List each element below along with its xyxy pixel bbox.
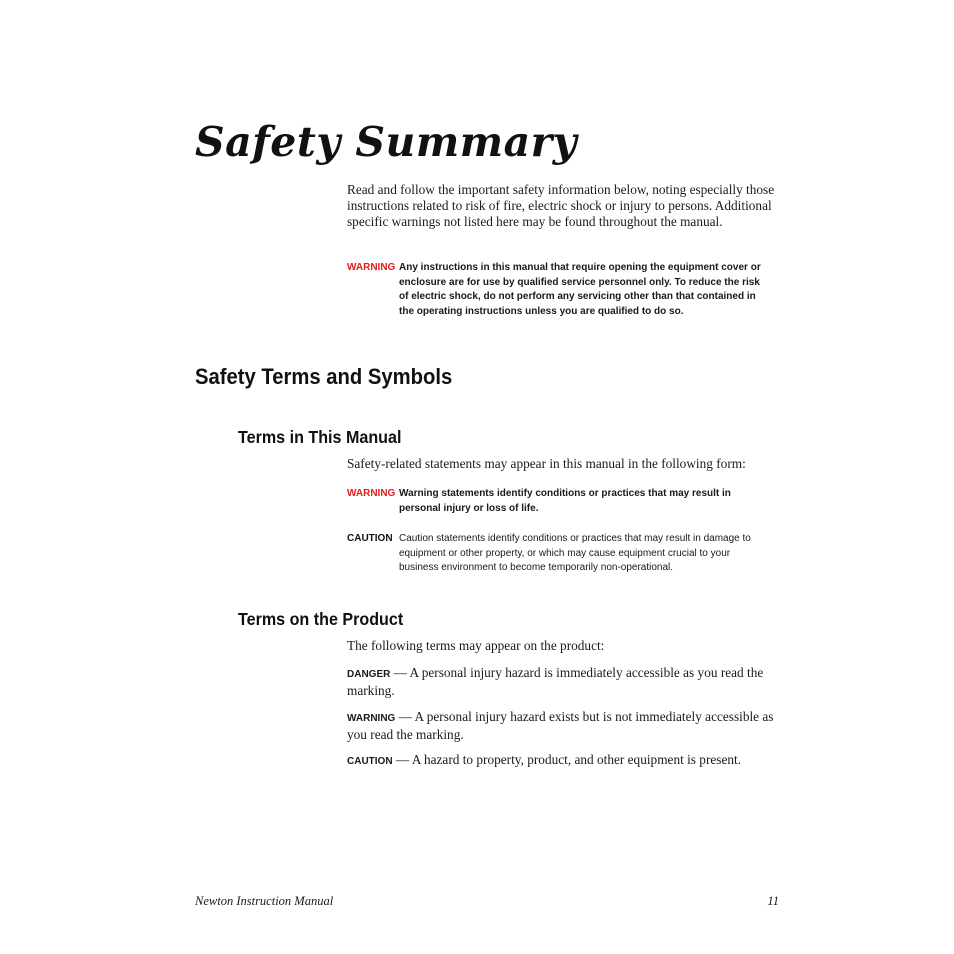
manual-caution-note: [347, 532, 767, 576]
caution-term-paragraph: [347, 752, 783, 770]
danger-term: DANGER: [347, 669, 391, 680]
warning-text: Warning statements identify conditions or practices that may result in personal injury or loss of life.: [399, 488, 731, 514]
warning-term-paragraph: [347, 709, 783, 743]
warning-text: Any instructions in this manual that require opening the equipment cover or enclosure are for use by qualified service personnel only. To reduce the risk of electric shock, do not perform any servicing other than that contained in the operating instructions unless you are qualified to do so.: [399, 262, 761, 317]
warning-label: WARNING: [347, 488, 396, 499]
warning-label: WARNING: [347, 262, 396, 273]
warning-term: WARNING: [347, 713, 396, 724]
warning-description: — A personal injury hazard exists but is not immediately accessible as you read the marking.: [347, 709, 774, 742]
intro-paragraph: Read and follow the important safety information below, noting especially those instructions related to risk of fire, electric shock or injury to persons. Additional specific warnings not listed here may be found throughout the manual.: [347, 182, 775, 229]
caution-label: CAUTION: [347, 533, 393, 544]
danger-term-paragraph: [347, 665, 783, 699]
footer-manual-name: Newton Instruction Manual: [195, 894, 334, 908]
terms-product-intro: The following terms may appear on the product:: [347, 638, 605, 653]
subsection-heading-product: Terms on the Product: [238, 609, 404, 629]
terms-manual-intro: Safety-related statements may appear in this manual in the following form:: [347, 456, 746, 471]
caution-term: CAUTION: [347, 756, 393, 767]
footer-page-number: 11: [767, 894, 779, 908]
top-warning-note: [347, 261, 767, 319]
caution-description: — A hazard to property, product, and other equipment is present.: [392, 752, 742, 767]
danger-description: — A personal injury hazard is immediately accessible as you read the marking.: [347, 665, 764, 698]
section-heading: Safety Terms and Symbols: [195, 364, 453, 389]
page-title: Safety Summary: [195, 118, 578, 166]
caution-text: Caution statements identify conditions or practices that may result in damage to equipment or other property, or which may cause equipment crucial to your business environment to become temporarily non-operational.: [399, 533, 751, 573]
subsection-heading-manual: Terms in This Manual: [238, 427, 402, 447]
manual-warning-note: [347, 487, 767, 516]
